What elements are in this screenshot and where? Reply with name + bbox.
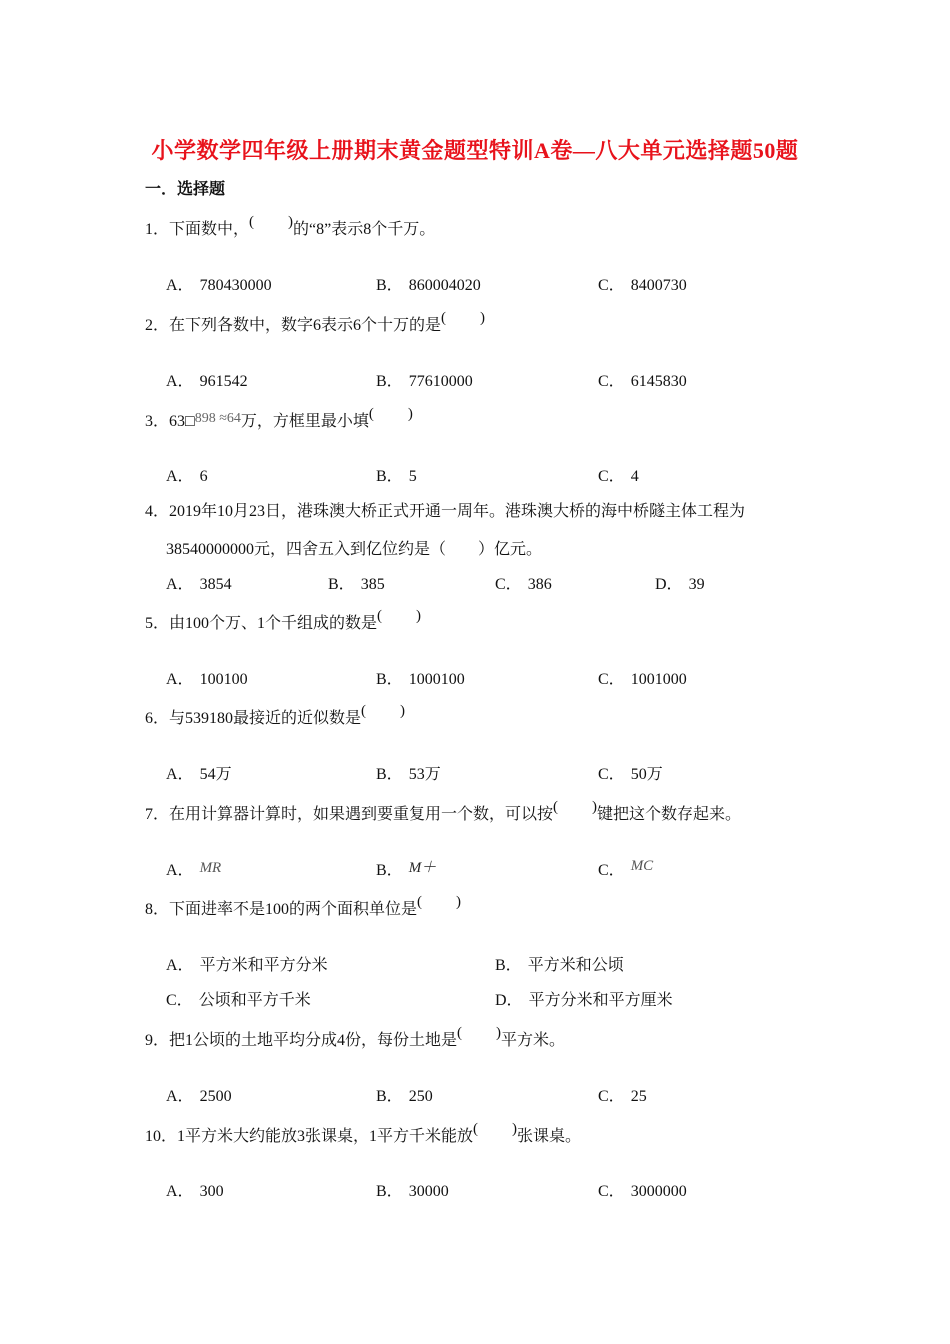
option-c[interactable]: C． 公顷和平方千米 bbox=[166, 992, 311, 1009]
option-b[interactable]: B． M＋ bbox=[376, 860, 437, 879]
option-a[interactable]: A． 3854 bbox=[166, 576, 232, 593]
option-a[interactable]: A． 961542 bbox=[166, 373, 248, 390]
option-c[interactable]: C． 386 bbox=[495, 576, 552, 593]
question-2: 2．在下列各数中，数字6表示6个十万的是( ) bbox=[145, 310, 486, 334]
option-c[interactable]: C． 3000000 bbox=[598, 1183, 687, 1200]
page-title: 小学数学四年级上册期末黄金题型特训A卷—八大单元选择题50题 bbox=[151, 138, 799, 163]
option-a[interactable]: A． 54万 bbox=[166, 766, 232, 783]
option-c[interactable]: C． 25 bbox=[598, 1088, 647, 1105]
option-a[interactable]: A． 2500 bbox=[166, 1088, 232, 1105]
option-b[interactable]: B． 53万 bbox=[376, 766, 441, 783]
option-c[interactable]: C． MC bbox=[598, 858, 654, 879]
option-b[interactable]: B． 77610000 bbox=[376, 373, 473, 390]
option-b[interactable]: B． 250 bbox=[376, 1088, 433, 1105]
question-5: 5．由100个万、1个千组成的数是( ) bbox=[145, 608, 422, 632]
option-c[interactable]: C． 6145830 bbox=[598, 373, 687, 390]
question-10: 10．1平方米大约能放3张课桌，1平方千米能放( )张课桌。 bbox=[145, 1121, 582, 1145]
question-8: 8．下面进率不是100的两个面积单位是( ) bbox=[145, 894, 462, 918]
option-d[interactable]: D． 39 bbox=[655, 576, 705, 593]
question-4-continued: 38540000000元，四舍五入到亿位约是（ ）亿元。 bbox=[166, 541, 543, 558]
option-a[interactable]: A． 平方米和平方分米 bbox=[166, 957, 328, 974]
option-a[interactable]: A． 100100 bbox=[166, 671, 248, 688]
option-d[interactable]: D． 平方分米和平方厘米 bbox=[495, 992, 673, 1009]
question-3: 3．63□898 ≈64万，方框里最小填( ) bbox=[145, 406, 413, 430]
option-a[interactable]: A． 780430000 bbox=[166, 277, 272, 294]
option-b[interactable]: B． 860004020 bbox=[376, 277, 481, 294]
option-b[interactable]: B． 平方米和公顷 bbox=[495, 957, 624, 974]
question-4: 4．2019年10月23日，港珠澳大桥正式开通一周年。港珠澳大桥的海中桥隧主体工程为 bbox=[145, 503, 746, 520]
option-a[interactable]: A． 300 bbox=[166, 1183, 224, 1200]
option-b[interactable]: B． 385 bbox=[328, 576, 385, 593]
option-c[interactable]: C． 1001000 bbox=[598, 671, 687, 688]
option-b[interactable]: B． 1000100 bbox=[376, 671, 465, 688]
option-c[interactable]: C． 8400730 bbox=[598, 277, 687, 294]
option-c[interactable]: C． 50万 bbox=[598, 766, 663, 783]
option-c[interactable]: C． 4 bbox=[598, 468, 639, 485]
question-1: 1．下面数中，( )的“8”表示8个千万。 bbox=[145, 214, 436, 238]
question-7: 7．在用计算器计算时，如果遇到要重复用一个数，可以按( )键把这个数存起来。 bbox=[145, 799, 742, 823]
question-6: 6．与539180最接近的近似数是( ) bbox=[145, 703, 406, 727]
question-9: 9．把1公顷的土地平均分成4份，每份土地是( )平方米。 bbox=[145, 1025, 566, 1049]
section-heading: 一．选择题 bbox=[145, 181, 226, 198]
option-a[interactable]: A． MR bbox=[166, 860, 222, 879]
option-a[interactable]: A． 6 bbox=[166, 468, 208, 485]
option-b[interactable]: B． 5 bbox=[376, 468, 417, 485]
option-b[interactable]: B． 30000 bbox=[376, 1183, 449, 1200]
